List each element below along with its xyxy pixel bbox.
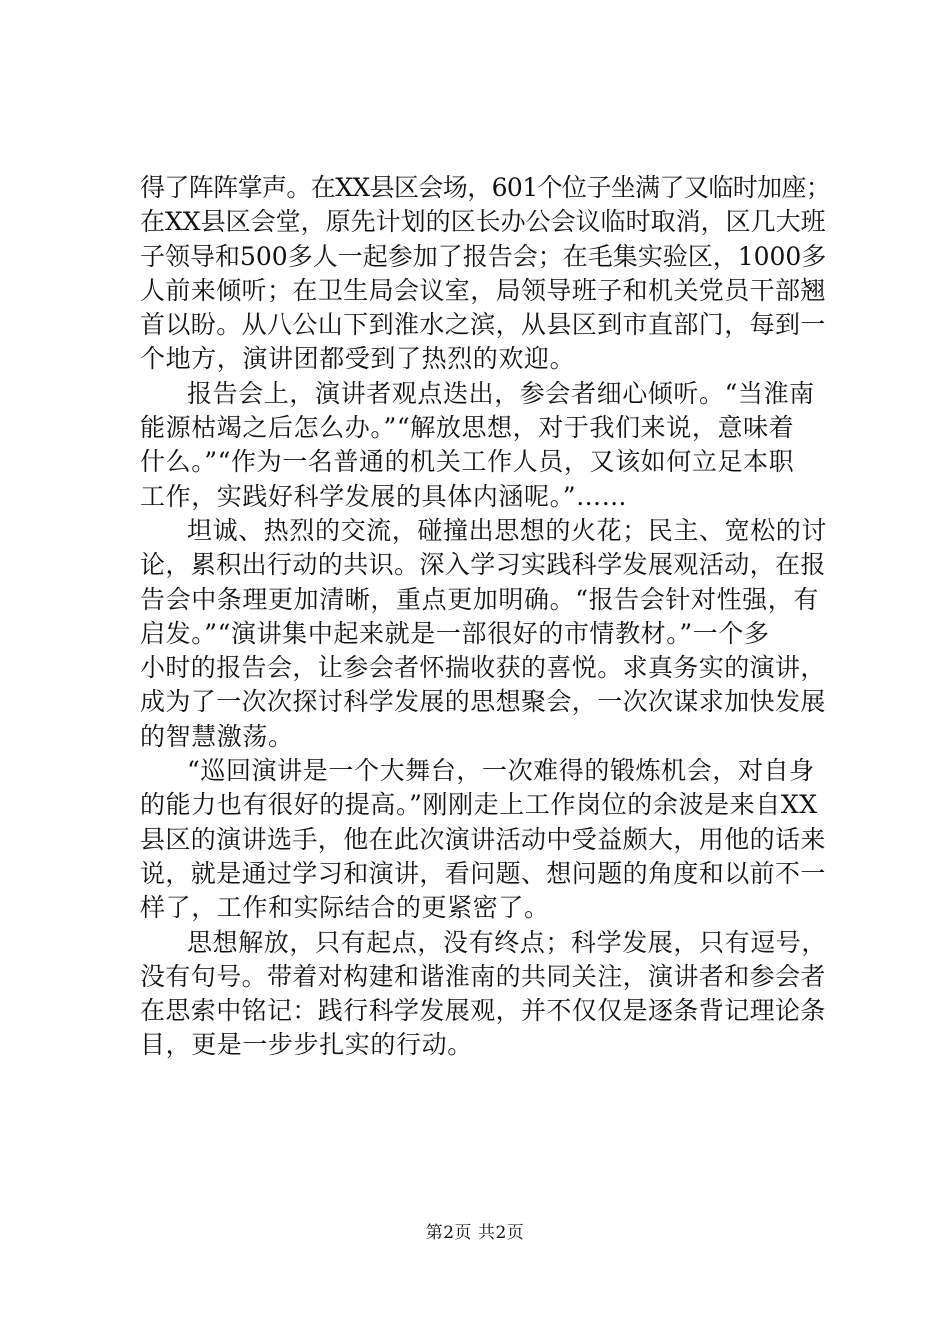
text-line: 子领导和500多人一起参加了报告会；在毛集实验区，1000多 bbox=[140, 241, 827, 271]
text-line: 成为了一次次探讨科学发展的思想聚会，一次次谋求加快发展 bbox=[140, 687, 826, 717]
text-line: 论，累积出行动的共识。深入学习实践科学发展观活动，在报 bbox=[140, 550, 826, 580]
text-line: 启发。”“演讲集中起来就是一部很好的市情教材。”一个多 bbox=[140, 618, 770, 648]
text-line: 小时的报告会，让参会者怀揣收获的喜悦。求真务实的演讲， bbox=[140, 653, 826, 683]
text-line: 样了，工作和实际结合的更紧密了。 bbox=[140, 893, 550, 923]
text-line: 县区的演讲选手，他在此次演讲活动中受益颇大，用他的话来 bbox=[140, 824, 826, 854]
text-line: 首以盼。从八公山下到淮水之滨，从县区到市直部门，每到一 bbox=[140, 310, 826, 340]
text-line: 目，更是一步步扎实的行动。 bbox=[140, 1030, 473, 1060]
text-line: 说，就是通过学习和演讲，看问题、想问题的角度和以前不一 bbox=[140, 858, 826, 888]
text-line: 没有句号。带着对构建和谐淮南的共同关注，演讲者和参会者 bbox=[140, 961, 826, 991]
text-line: 得了阵阵掌声。在XX县区会场，601个位子坐满了又临时加座； bbox=[140, 173, 831, 202]
text-line: 个地方，演讲团都受到了热烈的欢迎。 bbox=[140, 344, 576, 374]
text-line: 能源枯竭之后怎么办。”“解放思想，对于我们来说，意味着 bbox=[140, 413, 795, 443]
paragraph-first-line: 坦诚、热烈的交流，碰撞出思想的火花；民主、宽松的讨 bbox=[187, 515, 828, 545]
paragraph-first-line: “巡回演讲是一个大舞台，一次难得的锻炼机会，对自身 bbox=[187, 756, 815, 786]
text-line: 人前来倾听；在卫生局会议室，局领导班子和机关党员干部翘 bbox=[140, 275, 826, 305]
page-number-footer: 第2页 共2页 bbox=[425, 1223, 525, 1243]
text-line: 的能力也有很好的提高。”刚刚走上工作岗位的余波是来自XX bbox=[140, 790, 818, 820]
paragraph-first-line: 报告会上，演讲者观点迭出，参会者细心倾听。“当淮南 bbox=[187, 378, 815, 408]
text-line: 在思索中铭记：践行科学发展观，并不仅仅是逐条背记理论条 bbox=[140, 996, 826, 1026]
text-line: 什么。”“作为一名普通的机关工作人员，又该如何立足本职 bbox=[140, 447, 795, 477]
text-line: 工作，实践好科学发展的具体内涵呢。”…… bbox=[140, 481, 628, 511]
text-line: 告会中条理更加清晰，重点更加明确。“报告会针对性强，有 bbox=[140, 584, 819, 614]
text-line: 的智慧激荡。 bbox=[140, 721, 294, 751]
document-body bbox=[140, 171, 830, 1063]
text-line: 在XX县区会堂，原先计划的区长办公会议临时取消，区几大班 bbox=[140, 207, 826, 237]
paragraph-first-line: 思想解放，只有起点，没有终点；科学发展，只有逗号， bbox=[187, 927, 828, 957]
